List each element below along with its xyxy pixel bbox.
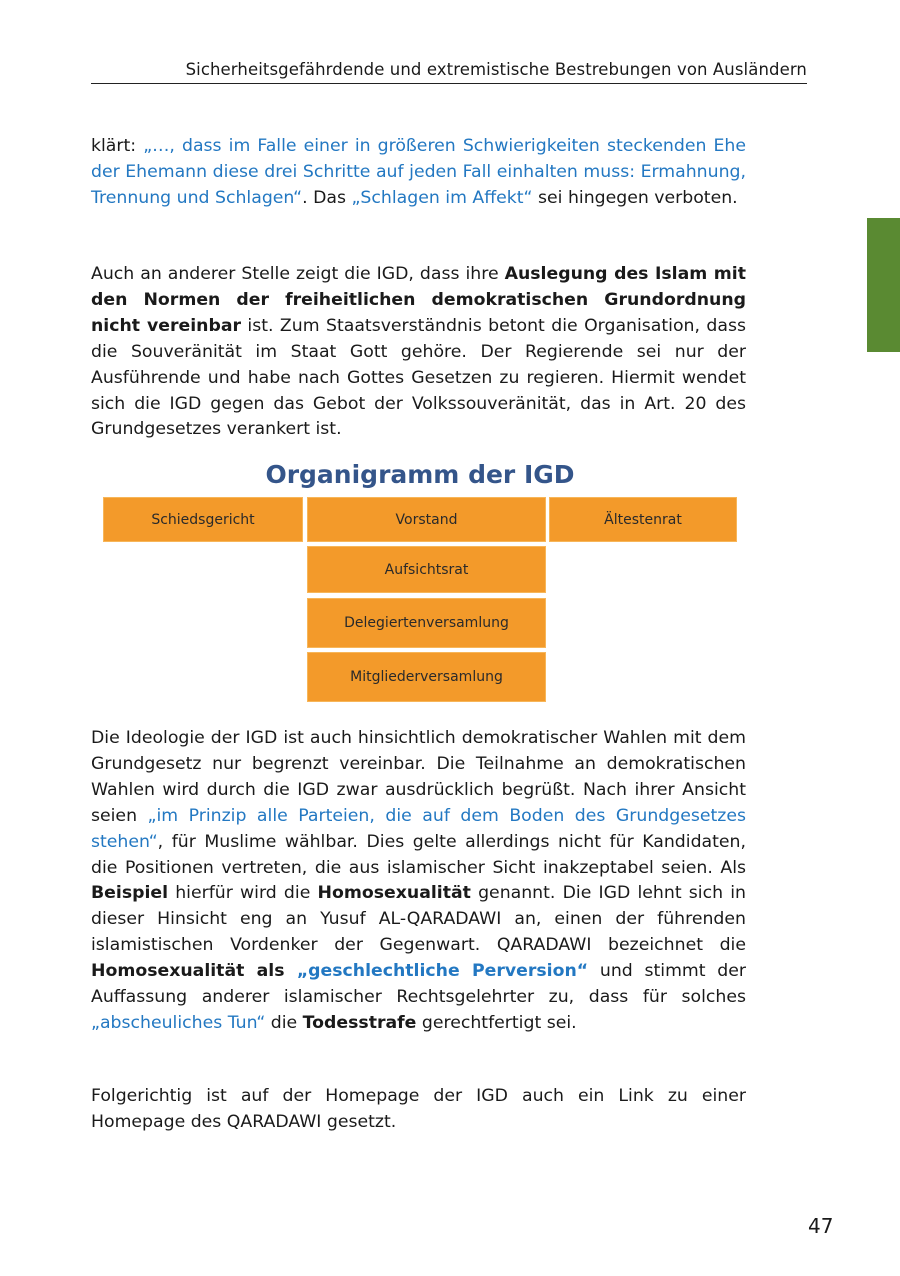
p1-quote-2: „Schlagen im Affekt“ <box>351 187 533 208</box>
chapter-tab <box>867 218 900 352</box>
p3-text-5: und stimmt der Auffassung anderer islamischer Rechtsgelehrter zu, dass für solches <box>91 961 746 1008</box>
p3-bold-2: Homosexualität <box>317 883 471 904</box>
p3-text-6: die <box>265 1012 303 1033</box>
paragraph-3 <box>91 726 746 1037</box>
p1-text-3: sei hingegen verboten. <box>532 187 738 208</box>
p3-bold-4: Todesstrafe <box>302 1012 417 1033</box>
p3-bold-1: Beispiel <box>91 883 169 904</box>
p1-quote-1: „…, dass im Falle einer in größeren Schwierigkeiten steckenden Ehe der Ehemann diese drei Schritte auf jeden Fall einhalten muss: Ermahnung, Trennung und Schlagen“ <box>91 136 746 208</box>
p2-text-2: ist. Zum Staatsverständnis betont die Organisation, dass die Souveränität im Staat Gott gehöre. Der Regierende sei nur der Ausführende und habe nach Gottes Gesetzen zu regieren. Hiermit wendet sich die IGD gegen das Gebot der Volkssouveränität, das in Art. 20 des Grundgesetzes verankert ist. <box>91 315 746 440</box>
paragraph-1 <box>91 134 746 212</box>
p1-text-1: klärt: <box>91 136 144 156</box>
p3-text-4: genannt. Die IGD lehnt sich in dieser Hinsicht eng an Yusuf AL-QARADAWI an, einen der führenden islamistischen Vordenker der Gegenwart. QARADAWI bezeichnet die <box>91 883 746 956</box>
org-box-vorstand: Vorstand <box>307 497 546 542</box>
p3-quote-1: „im Prinzip alle Parteien, die auf dem Boden des Grundgesetzes stehen“ <box>91 805 746 852</box>
org-box-schiedsgericht: Schiedsgericht <box>103 497 303 542</box>
p3-text-2: , für Muslime wählbar. Dies gelte allerdings nicht für Kandidaten, die Positionen vertreten, die aus islamischer Sicht inakzeptabel seien. Als <box>91 831 746 878</box>
org-chart-title: Organigramm der IGD <box>265 460 575 489</box>
p2-bold-1: Auslegung des Islam mit den Normen der freiheitlichen demokratischen Grundordnung nicht vereinbar <box>91 264 746 336</box>
org-box-mitgliederversammlung: Mitgliederversamlung <box>307 652 546 702</box>
org-box-aeltestenrat: Ältestenrat <box>549 497 737 542</box>
org-box-aufsichtsrat: Aufsichtsrat <box>307 546 546 593</box>
p3-text-7: gerechtfertigt sei. <box>416 1012 577 1033</box>
paragraph-4: Folgerichtig ist auf der Homepage der IGD auch ein Link zu einer Homepage des QARADAWI gesetzt. <box>91 1086 746 1132</box>
p3-text-1: Die Ideologie der IGD ist auch hinsichtlich demokratischer Wahlen mit dem Grundgesetz nur begrenzt vereinbar. Die Teilnahme an demokratischen Wahlen wird durch die IGD zwar ausdrücklich begrüßt. Nach ihrer Ansicht seien <box>91 728 746 826</box>
p3-bold-3: Homosexualität als <box>91 961 297 982</box>
org-box-delegiertenversammlung: Delegiertenversamlung <box>307 598 546 648</box>
paragraph-2 <box>91 262 746 443</box>
p3-bold-quote: „geschlechtliche Perversion“ <box>296 961 589 982</box>
p3-quote-2: „abscheuliches Tun“ <box>91 1012 266 1033</box>
p1-text-2: . Das <box>302 187 352 208</box>
running-header: Sicherheitsgefährdende und extremistische Bestrebungen von Ausländern <box>91 60 807 84</box>
page-number: 47 <box>808 1214 834 1238</box>
p3-text-3: hierfür wird die <box>168 883 318 904</box>
p2-text-1: Auch an anderer Stelle zeigt die IGD, dass ihre <box>91 264 505 284</box>
